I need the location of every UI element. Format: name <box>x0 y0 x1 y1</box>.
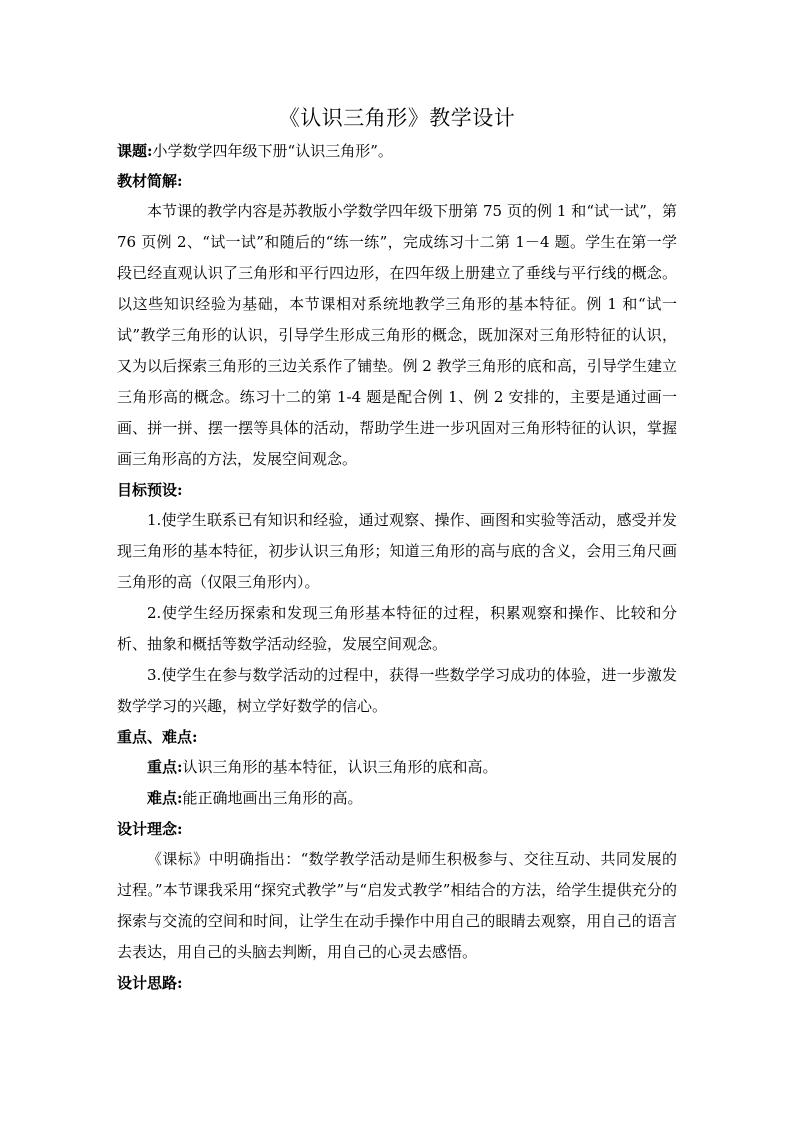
goal-item-1: 1.使学生联系已有知识和经验，通过观察、操作、画图和实验等活动，感受并发现三角形的基本特征，初步认识三角形；知道三角形的高与底的含义，会用三角尺画三角形的高（仅限三角形内）。 <box>117 511 677 591</box>
goal-item-3: 3.使学生在参与数学活动的过程中，获得一些数学学习成功的体验，进一步激发数学学习的兴趣，树立学好数学的信心。 <box>117 666 677 715</box>
keypoints-heading: 重点、难点: <box>117 728 198 746</box>
concept-heading: 设计理念: <box>117 820 183 838</box>
concept-paragraph: 《课标》中明确指出：“数学教学活动是师生积极参与、交往互动、共同发展的过程。”本节课我采用“探究式教学”与“启发式教学”相结合的方法，给学生提供充分的探索与交流的空间和时间，让学生在动手操作中用自己的眼睛去观察，用自己的语言去表达，用自己的头脑去判断，用自己的心灵去感悟。 <box>117 850 677 961</box>
approach-heading: 设计思路: <box>117 974 183 992</box>
course-line <box>117 136 677 166</box>
document-page <box>117 102 677 998</box>
difficulty-label: 难点: <box>147 789 183 807</box>
goals-heading: 目标预设: <box>117 481 183 499</box>
goal-item-2: 2.使学生经历探索和发现三角形基本特征的过程，积累观察和操作、比较和分析、抽象和概括等数学活动经验，发展空间观念。 <box>117 604 677 653</box>
focus-text: 认识三角形的基本特征，认识三角形的底和高。 <box>182 758 498 776</box>
course-value: 小学数学四年级下册“认识三角形”。 <box>152 142 393 160</box>
course-label: 课题: <box>117 142 153 160</box>
focus-label: 重点: <box>147 758 183 776</box>
material-paragraph: 本节课的教学内容是苏教版小学数学四年级下册第 75 页的例 1 和“试一试”，第 76 页例 2、“试一试”和随后的“练一练”，完成练习十二第 1－4 题。学生在第一学段已经直观认识了三角形和平行四边形，在四年级上册建立了垂线与平行线的概念。以这些知识经验为基础，本节课相对系统地教学三角形的基本特征。例 1 和“试一试”教学三角形的认识，引导学生形成三角形的概念，既加深对三角形特征的认识，又为以后探索三角形的三边关系作了铺垫。例 2 教学三角形的底和高，引导学生建立三角形高的概念。练习十二的第 1-4 题是配合例 1、例 2 安排的，主要是通过画一画、拼一拼、摆一摆等具体的活动，帮助学生进一步巩固对三角形特征的认识，掌握画三角形高的方法，发展空间观念。 <box>117 202 677 468</box>
focus-line <box>117 752 677 783</box>
difficulty-line <box>117 783 677 814</box>
document-title: 《认识三角形》教学设计 <box>278 106 516 130</box>
material-heading: 教材简解: <box>117 172 183 190</box>
difficulty-text: 能正确地画出三角形的高。 <box>182 789 363 807</box>
